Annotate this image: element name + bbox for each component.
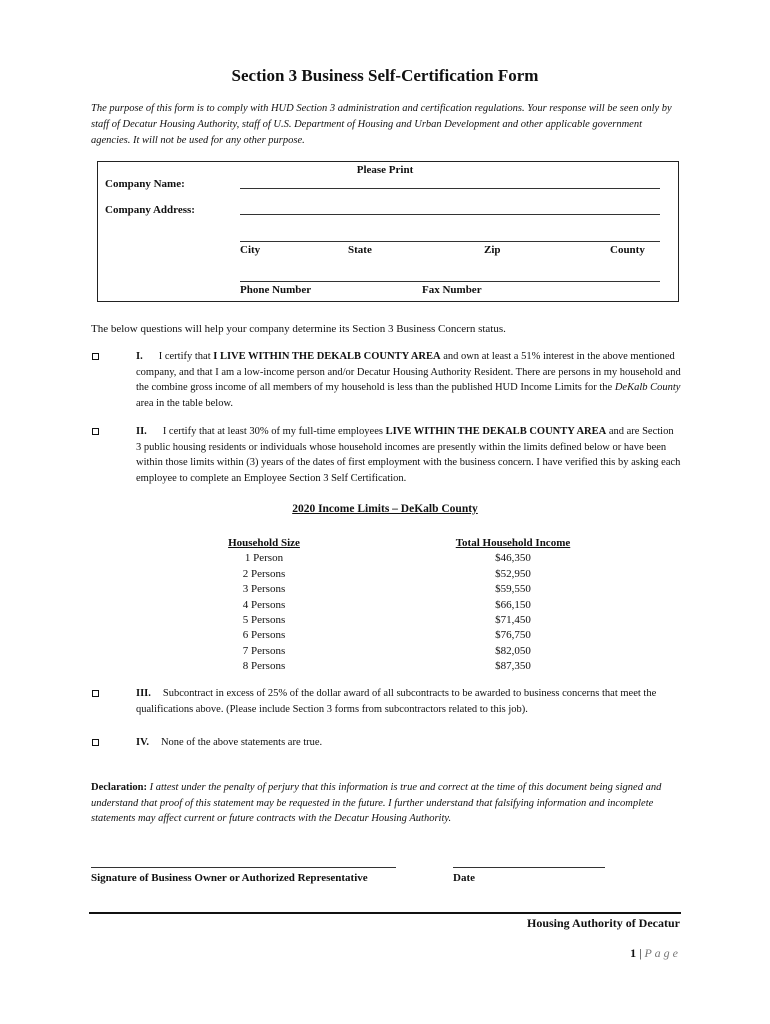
fax-number-label: Fax Number [422,284,482,296]
footer-divider [89,912,681,914]
form-purpose-text: The purpose of this form is to comply with HUD Section 3 administration and certification regulations. Your response will be seen only by staff of Decatur Housing Authority, staff of U.S. Department of Housing and Urban Development and other applicable government agencies. It will not be used for any other purpose. [91,103,672,146]
household-size-header: Household Size [228,537,300,549]
declaration-text: Declaration: I attest under the penalty of perjury that this information is true and correct at the time of this document being signed and understand that proof of this statement may be requested in the future. I further understand that falsifying information and incomplete statements may affect current or future contracts with the Decatur Housing Authority. [91,782,662,824]
page-number: 1 | P a g e [630,946,678,960]
table-cell: $76,750 [495,629,531,642]
table-row: 4 Persons [242,598,286,611]
table-row: 1 Person [244,552,284,565]
company-name-label: Company Name: [105,178,185,190]
table-cell: $87,350 [495,660,531,673]
table-row: 5 Persons [242,614,286,627]
questions-intro: The below questions will help your company determine its Section 3 Business Concern status. [91,323,506,335]
table-row: 6 Persons [242,629,286,642]
city-label: City [240,244,261,256]
option-4-checkbox[interactable] [92,739,99,746]
household-income-column [440,536,586,675]
table-cell: $71,450 [495,614,531,627]
option-4-number: IV. [136,737,149,748]
state-label: State [348,244,372,256]
date-label: Date [453,872,475,884]
table-cell: $46,350 [495,552,531,565]
declaration-label: Declaration: [91,782,147,793]
option-4-text: IV. None of the above statements are true. [136,737,323,748]
income-limits-title: 2020 Income Limits – DeKalb County [292,503,478,515]
company-address-label: Company Address: [105,204,195,216]
table-cell: $82,050 [495,644,531,657]
zip-label: Zip [484,244,501,256]
household-size-column [213,536,315,675]
option-2-number: II. [136,426,147,437]
date-field[interactable] [453,867,605,868]
table-cell: $66,150 [495,598,531,611]
option-1-number: I. [136,351,143,362]
phone-number-label: Phone Number [240,284,312,296]
county-label: County [610,244,645,256]
option-2-text: II. I certify that at least 30% of my full-time employees LIVE WITHIN THE DEKALB COUNTY AREA and are Section 3 public housing residents or individuals whose household incomes are presently within the limits defined below or have been within those limits within (3) years of the dates of first employment with the business concern. I have verified this by asking each employee to complete an Employee Section 3 Self Certification. [136,426,681,484]
total-income-header: Total Household Income [455,537,571,549]
footer-organization: Housing Authority of Decatur [527,916,680,930]
table-cell: $52,950 [495,567,531,580]
option-1-checkbox[interactable] [92,353,99,360]
form-title: Section 3 Business Self-Certification Form [231,66,539,85]
table-row: 3 Persons [242,583,286,596]
signature-field[interactable] [91,867,396,868]
table-row: 2 Persons [242,567,286,580]
table-cell: $59,550 [495,583,531,596]
city-state-zip-county-field[interactable] [240,241,660,242]
company-address-field[interactable] [240,214,660,215]
option-2-checkbox[interactable] [92,428,99,435]
please-print-label: Please Print [356,164,414,176]
company-name-field[interactable] [240,188,660,189]
table-row: 8 Persons [242,660,286,673]
option-3-number: III. [136,688,151,699]
table-row: 7 Persons [242,644,286,657]
option-1-text: I. I certify that I LIVE WITHIN THE DEKALB COUNTY AREA and own at least a 51% interest in the above mentioned company, and that I am a low-income person and/or Decatur Housing Authority Resident. There are persons in my household and the combine gross income of all members of my household is less than the published HUD Income Limits for the DeKalb County area in the table below. [136,351,681,409]
option-3-text: III. Subcontract in excess of 25% of the dollar award of all subcontracts to be awarded to business concerns that meet the qualifications above. (Please include Section 3 forms from subcontractors related to this job). [136,688,657,715]
signature-label: Signature of Business Owner or Authorized Representative [91,872,368,884]
phone-fax-field[interactable] [240,281,660,282]
option-3-checkbox[interactable] [92,690,99,697]
